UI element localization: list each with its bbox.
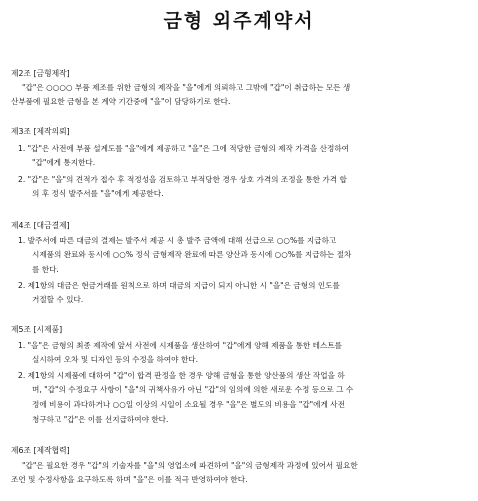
section-2-line-1: "갑"은 ○○○○ 부품 제조를 위한 금형의 제작을 "을"에게 의뢰하고 그밖에 "갑"이 취급하는 모든 생 bbox=[22, 83, 351, 92]
section-5-line-6: 청구하고 "갑"은 이를 선지급하여야 한다. bbox=[32, 415, 169, 424]
section-3-line-1: 1. "갑"은 사전에 부품 설계도를 "을"에게 제공하고 "을"은 그에 적당한 금형의 제작 가격을 산정하여 bbox=[18, 144, 349, 153]
section-3-line-3: 2. "갑"은 "을"의 견적가 접수 후 적정성을 검토하고 부적당한 경우 상호 가격의 조정을 통한 가격 합 bbox=[18, 175, 347, 184]
section-4-line-3: 를 한다. bbox=[32, 265, 59, 274]
section-6-line-2: 조언 및 수정사항을 요구하도록 하며 "을"은 이를 적극 반영하여야 한다. bbox=[11, 475, 248, 484]
section-3-line-4: 의 후 정식 발주서를 "을"에게 제공한다. bbox=[32, 189, 164, 198]
section-heading-3: 제3조 [제작의뢰] bbox=[11, 127, 70, 136]
section-6-line-1: "갑"은 필요한 경우 "갑"의 기술자를 "을"의 영업소에 파견하여 "을"의 금형제작 과정에 있어서 필요한 bbox=[22, 461, 358, 470]
section-2-line-2: 산부품에 필요한 금형을 본 계약 기간중에 "을"이 담당하기로 한다. bbox=[11, 97, 231, 106]
section-5-line-5: 정에 비용이 과다하거나 ○○일 이상의 시일이 소요될 경우 "을"은 별도의 비용을 "갑"에게 사전 bbox=[32, 400, 345, 409]
section-5-line-2: 실시하여 오차 및 디자인 등의 수정을 하여야 한다. bbox=[32, 355, 199, 364]
section-5-line-1: 1. "을"은 금형의 최종 제작에 앞서 사전에 시제품을 생산하여 "갑"에게 양해 제품을 통한 테스트를 bbox=[18, 341, 343, 350]
section-heading-4: 제4조 [대금결제] bbox=[11, 221, 70, 230]
document-title: 금형 외주계약서 bbox=[163, 10, 315, 32]
section-5-line-4: 며, "갑"의 수정요구 사항이 "을"의 귀책사유가 아닌 "갑"의 임의에 의한 새로운 수정 등으로 그 수 bbox=[32, 385, 354, 394]
section-4-line-5: 거절할 수 있다. bbox=[32, 295, 84, 304]
section-5-line-3: 2. 제1항의 시제품에 대하여 "갑"이 합격 판정을 한 경우 양해 금형을 통한 양산품의 생산 작업을 하 bbox=[18, 371, 345, 380]
section-4-line-2: 시제품의 완료와 동시에 ○○% 정식 금형제작 완료에 따른 양산과 동시에 ○○%를 지급하는 절차 bbox=[32, 250, 352, 259]
section-3-line-2: "갑"에게 통지한다. bbox=[32, 158, 96, 167]
section-heading-2: 제2조 [금형제작] bbox=[11, 69, 70, 78]
section-4-line-1: 1. 발주서에 따른 대금의 결제는 발주서 제공 시 총 발주 금액에 대해 선급으로 ○○%를 지급하고 bbox=[18, 236, 337, 245]
section-heading-5: 제5조 [시제품] bbox=[11, 325, 63, 334]
section-4-line-4: 2. 제1항의 대금은 현금거래를 원칙으로 하며 대금의 지급이 되지 아니한 시 "을"은 금형의 인도를 bbox=[18, 281, 340, 290]
section-heading-6: 제6조 [제작협력] bbox=[11, 446, 70, 455]
